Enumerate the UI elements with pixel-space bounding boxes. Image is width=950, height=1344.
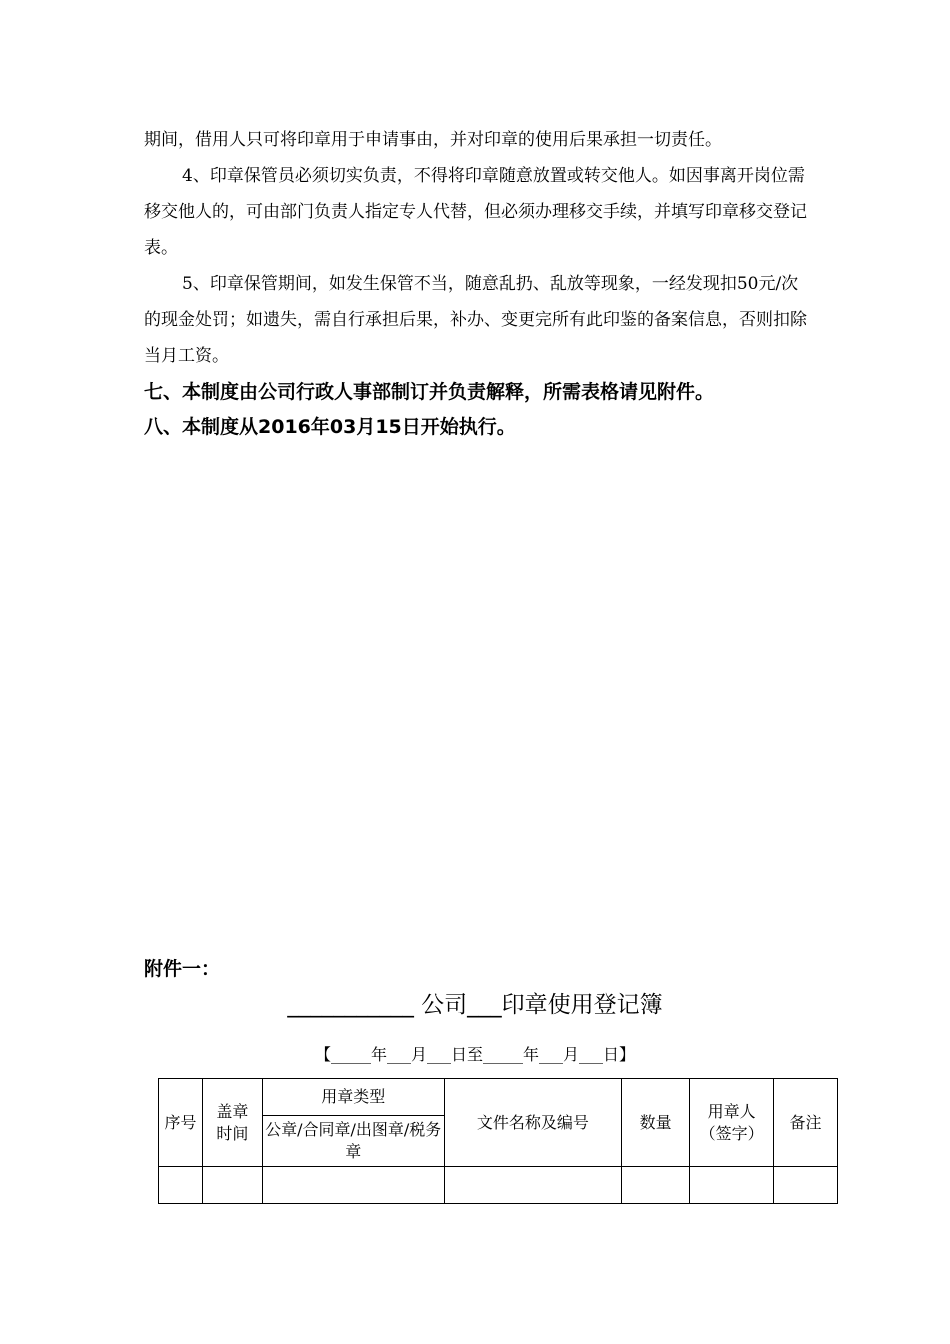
date-range: 【_____年___月___日至_____年___月___日】 bbox=[314, 1045, 635, 1064]
table-header-row bbox=[159, 1079, 838, 1116]
body-line-top: 期间，借用人只可将印章用于申请事由，并对印章的使用后果承担一切责任。 bbox=[144, 130, 722, 150]
header-seal-type: 用章类型 bbox=[262, 1079, 444, 1116]
clause-5: 5、印章保管期间，如发生保管不当，随意乱扔、乱放等现象，一经发现扣50元/次的现金处罚；如遗失，需自行承担后果，补办、变更完所有此印鉴的备案信息，否则扣除当月工资。 bbox=[144, 274, 807, 366]
cell-user-signature[interactable] bbox=[690, 1167, 774, 1204]
header-seal-type-options: 公章/合同章/出图章/税务章 bbox=[262, 1116, 444, 1167]
section-7: 七、本制度由公司行政人事部制订并负责解释，所需表格请见附件。 bbox=[144, 381, 715, 403]
clause-4: 4、印章保管员必须切实负责，不得将印章随意放置或转交他人。如因事离开岗位需移交他人的，可由部门负责人指定专人代替，但必须办理移交手续，并填写印章移交登记表。 bbox=[144, 166, 807, 258]
cell-remarks[interactable] bbox=[774, 1167, 838, 1204]
cell-quantity[interactable] bbox=[622, 1167, 690, 1204]
header-stamp-time: 盖章时间 bbox=[202, 1079, 262, 1167]
header-quantity: 数量 bbox=[622, 1079, 690, 1167]
cell-document-name[interactable] bbox=[444, 1167, 622, 1204]
seal-usage-register-table bbox=[158, 1078, 838, 1204]
header-user-signature: 用章人（签字） bbox=[690, 1079, 774, 1167]
form-title: ___________ 公司___印章使用登记簿 bbox=[287, 992, 663, 1018]
table-row bbox=[159, 1167, 838, 1204]
cell-seal-type[interactable] bbox=[262, 1167, 444, 1204]
attachment-label: 附件一： bbox=[144, 958, 221, 980]
section-8: 八、本制度从2016年03月15日开始执行。 bbox=[144, 416, 516, 438]
cell-serial-no[interactable] bbox=[159, 1167, 203, 1204]
cell-stamp-time[interactable] bbox=[202, 1167, 262, 1204]
header-serial-no: 序号 bbox=[159, 1079, 203, 1167]
header-remarks: 备注 bbox=[774, 1079, 838, 1167]
header-document-name: 文件名称及编号 bbox=[444, 1079, 622, 1167]
